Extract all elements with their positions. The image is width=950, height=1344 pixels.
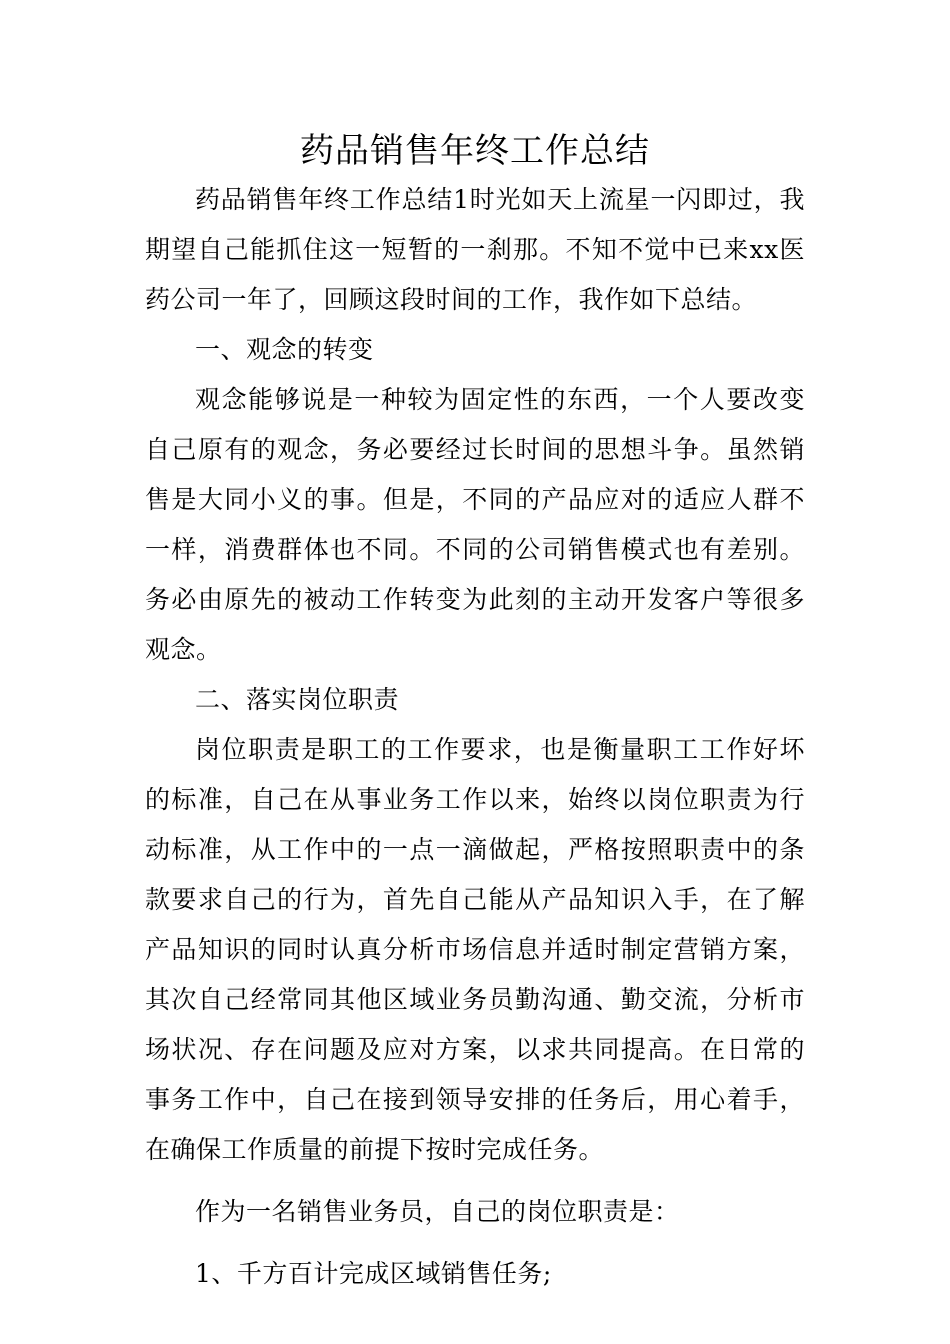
document-title: 药品销售年终工作总结 bbox=[300, 131, 650, 171]
paragraph-intro: 药品销售年终工作总结1时光如天上流星一闪即过，我期望自己能抓住这一短暂的一刹那。不知不觉中已来xx医药公司一年了，回顾这段时间的工作，我作如下总结。 bbox=[145, 185, 805, 314]
paragraph-concept-change: 观念能够说是一种较为固定性的东西，一个人要改变自己原有的观念，务必要经过长时间的思想斗争。虽然销售是大同小义的事。但是，不同的产品应对的适应人群不一样，消费群体也不同。不同的公司销售模式也有差别。务必由原先的被动工作转变为此刻的主动开发客户等很多观念。 bbox=[145, 385, 805, 664]
paragraph-job-duties: 岗位职责是职工的工作要求，也是衡量职工工作好坏的标准，自己在从事业务工作以来，始终以岗位职责为行动标准，从工作中的一点一滴做起，严格按照职责中的条款要求自己的行为，首先自己能从产品知识入手，在了解产品知识的同时认真分析市场信息并适时制定营销方案，其次自己经常同其他区域业务员勤沟通、勤交流，分析市场状况、存在问题及应对方案，以求共同提高。在日常的事务工作中，自己在接到领导安排的任务后，用心着手，在确保工作质量的前提下按时完成任务。 bbox=[145, 735, 805, 1164]
paragraph-duties-intro: 作为一名销售业务员，自己的岗位职责是： bbox=[195, 1197, 680, 1226]
section-heading-2: 二、落实岗位职责 bbox=[195, 685, 400, 714]
document-body bbox=[145, 175, 805, 1299]
section-heading-1: 一、观念的转变 bbox=[195, 335, 374, 364]
list-item-duty-1: 1、千方百计完成区域销售任务; bbox=[195, 1259, 552, 1288]
